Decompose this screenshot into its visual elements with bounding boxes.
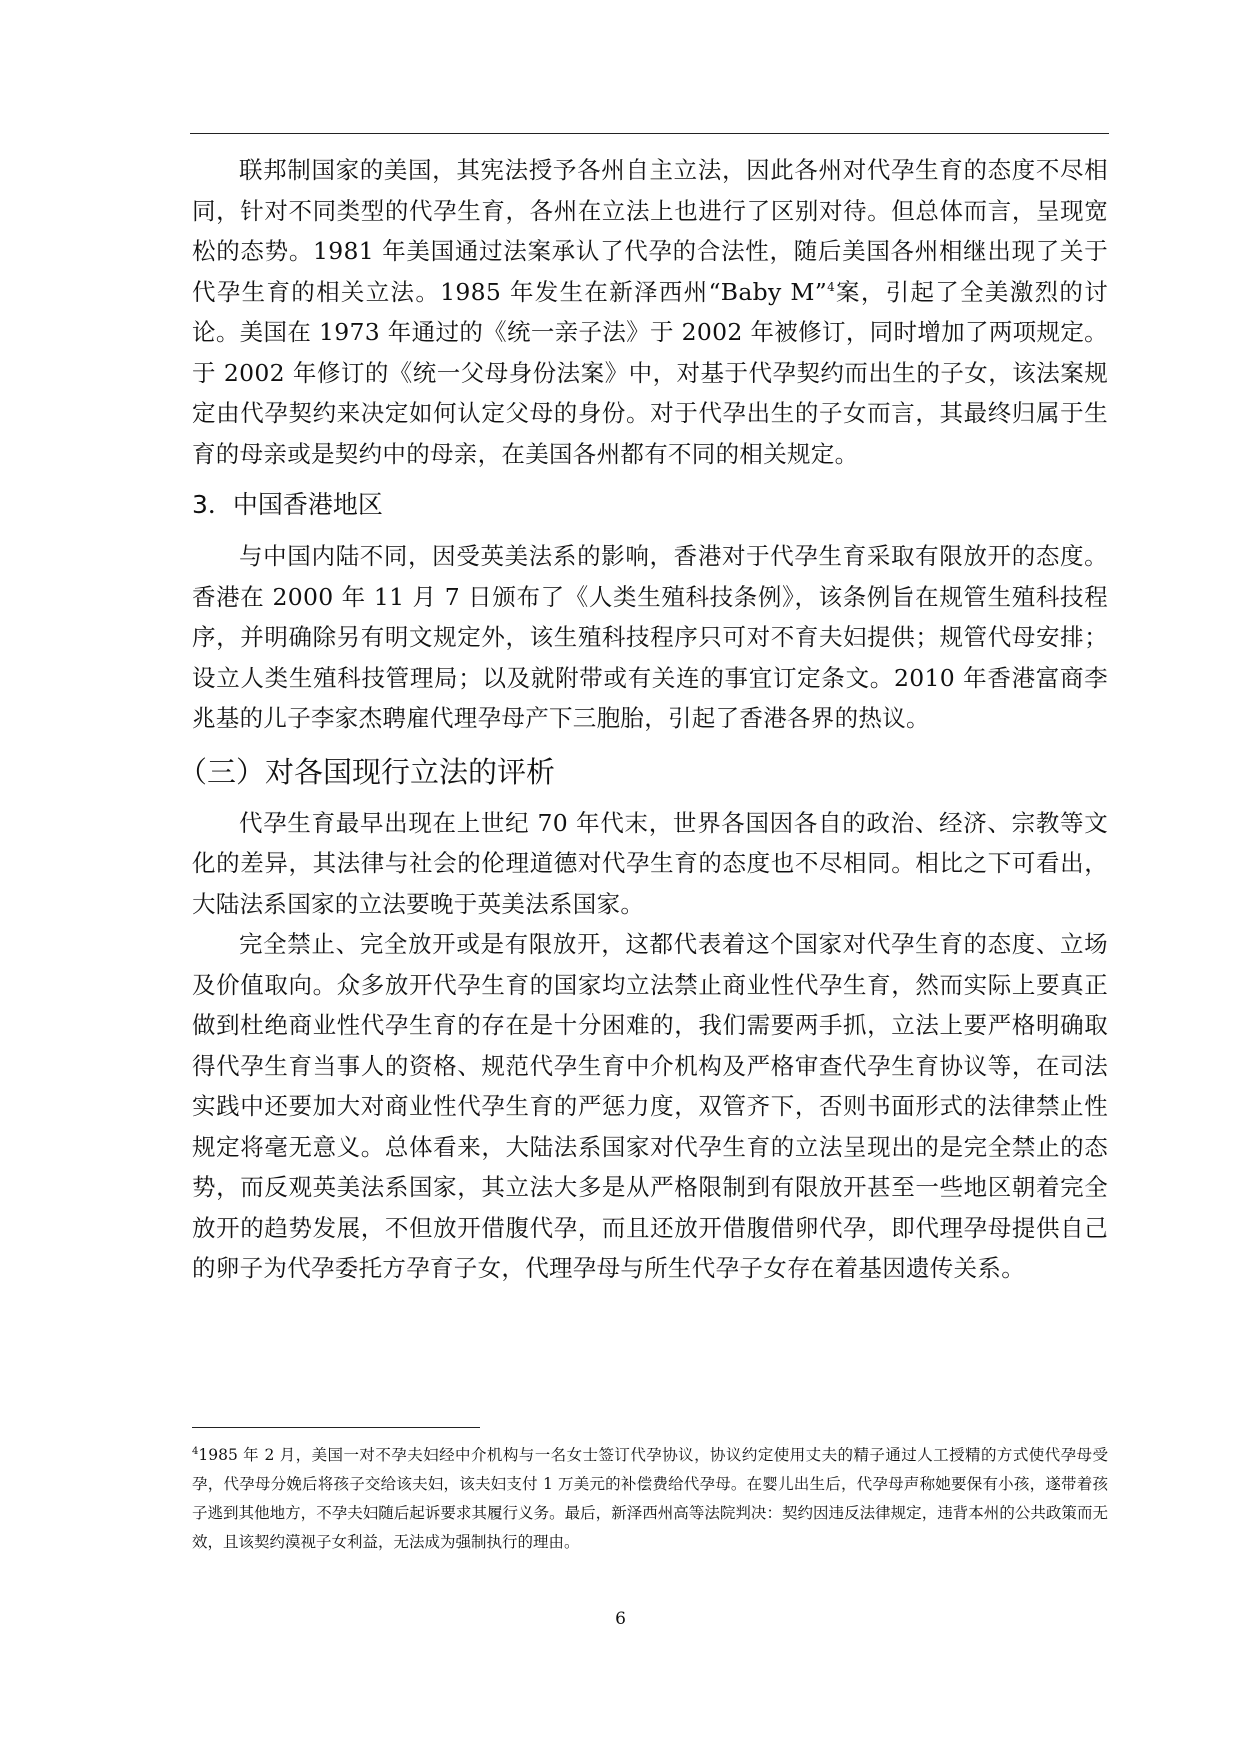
paragraph-hong-kong: 与中国内陆不同，因受英美法系的影响，香港对于代孕生育采取有限放开的态度。香港在 2000 年 11 月 7 日颁布了《人类生殖科技条例》，该条例旨在规管生殖科技程序，并明确除另有明文规定外，该生殖科技程序只可对不育夫妇提供；规管代母安排；设立人类生殖科技管理局；以及就附带或有关连的事宜订定条文。2010 年香港富商李兆基的儿子李家杰聘雇代理孕母产下三胞胎，引起了香港各界的热议。	[192, 542, 1108, 732]
footnote	[192, 1441, 1108, 1557]
paragraph-text: 联邦制国家的美国，其宪法授予各州自主立法，因此各州对代孕生育的态度不尽相同，针对不同类型的代孕生育，各州在立法上也进行了区别对待。但总体而言，呈现宽松的态势。1981 年美国通过法案承认了代孕的合法性，随后美国各州相继出现了关于代孕生育的相关立法。1985 年发生在新泽西州“Baby M”	[192, 156, 1108, 306]
paragraph-us-legislation	[192, 150, 1108, 474]
footnote-text: 1985 年 2 月，美国一对不孕夫妇经中介机构与一名女士签订代孕协议，协议约定使用丈夫的精子通过人工授精的方式使代孕母受孕，代孕母分娩后将孩子交给该夫妇，该夫妇支付 1 万美元的补偿费给代孕母。在婴儿出生后，代孕母声称她要保有小孩，遂带着孩子逃到其他地方，不孕夫妇随后起诉要求其履行义务。最后，新泽西州高等法院判决：契约因违反法律规定，违背本州的公共政策而无效，且该契约漠视子女利益，无法成为强制执行的理由。	[192, 1446, 1108, 1551]
section-heading-hong-kong: 3．中国香港地区	[192, 490, 383, 519]
page-number: 6	[615, 1609, 626, 1629]
body-text	[178, 150, 1108, 1289]
footnote-separator	[192, 1427, 480, 1428]
footnote-reference[interactable]: 4	[827, 279, 836, 294]
paragraph-analysis-2: 完全禁止、完全放开或是有限放开，这都代表着这个国家对代孕生育的态度、立场及价值取向。众多放开代孕生育的国家均立法禁止商业性代孕生育，然而实际上要真正做到杜绝商业性代孕生育的存在是十分困难的，我们需要两手抓，立法上要严格明确取得代孕生育当事人的资格、规范代孕生育中介机构及严格审查代孕生育协议等，在司法实践中还要加大对商业性代孕生育的严惩力度，双管齐下，否则书面形式的法律禁止性规定将毫无意义。总体看来，大陆法系国家对代孕生育的立法呈现出的是完全禁止的态势，而反观英美法系国家，其立法大多是从严格限制到有限放开甚至一些地区朝着完全放开的趋势发展，不但放开借腹代孕，而且还放开借腹借卵代孕，即代理孕母提供自己的卵子为代孕委托方孕育子女，代理孕母与所生代孕子女存在着基因遗传关系。	[192, 930, 1108, 1282]
footnote-mark: 4	[192, 1445, 199, 1457]
paragraph-analysis-1: 代孕生育最早出现在上世纪 70 年代末，世界各国因各自的政治、经济、宗教等文化的差异，其法律与社会的伦理道德对代孕生育的态度也不尽相同。相比之下可看出，大陆法系国家的立法要晚于英美法系国家。	[192, 808, 1108, 918]
paragraph-text: 案，引起了全美激烈的讨论。美国在 1973 年通过的《统一亲子法》于 2002 年被修订，同时增加了两项规定。于 2002 年修订的《统一父母身份法案》中，对基于代孕契约而出生的子女，该法案规定由代孕契约来决定如何认定父母的身份。对于代孕出生的子女而言，其最终归属于生育的母亲或是契约中的母亲，在美国各州都有不同的相关规定。	[192, 277, 1108, 468]
section-heading-analysis: （三）对各国现行立法的评析	[178, 754, 556, 789]
header-rule	[190, 133, 1109, 134]
